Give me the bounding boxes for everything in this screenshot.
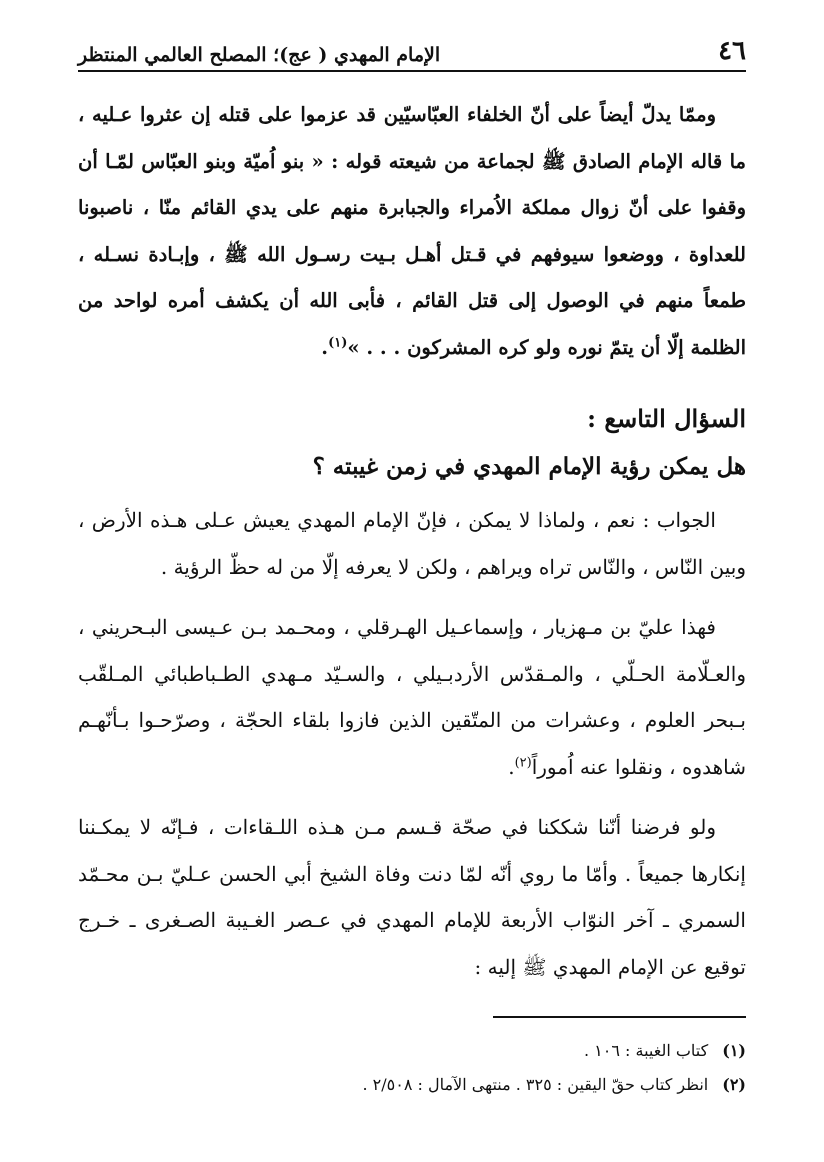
question-heading: هل يمكن رؤية الإمام المهدي في زمن غيبته ؟	[312, 453, 746, 480]
footnotes	[78, 1034, 746, 1102]
paragraph-end-mark: .	[508, 754, 515, 779]
paragraph-quote	[78, 92, 746, 371]
page-body	[78, 92, 746, 990]
footnote-number: (٢)	[722, 1075, 746, 1094]
footnote-ref-2: (٢)	[514, 754, 532, 770]
footnote-text: كتاب الغيبة : ١٠٦ .	[583, 1041, 709, 1060]
footnote-text: انظر كتاب حقّ اليقين : ٣٢٥ . منتهى الآمال : ٢/٥٠٨ .	[362, 1075, 709, 1094]
footnote-ref-1: (١)	[328, 335, 348, 350]
paragraph-witnesses	[78, 604, 746, 790]
footnote-1	[78, 1034, 746, 1068]
footnote-number: (١)	[722, 1041, 746, 1060]
running-title: الإمام المهدي ( عج)؛ المصلح العالمي المنتظر	[78, 44, 441, 66]
paragraph-end-mark: .	[321, 335, 329, 359]
footnote-divider	[493, 1016, 746, 1018]
footnote-2	[78, 1068, 746, 1102]
paragraph-witnesses-text: فهذا عليّ بن مـهزيار ، وإسماعـيل الهـرقلي ، ومحـمد بـن عـيسى البـحريني ، والعـلّامة الحـلّي ، والمـقدّس الأردبـيلي ، والسـيّد مـهدي الطـباطبائي المـلقّب بـبحر العلوم ، وعشرات من المتّقين الذين فازوا بلقاء الحجّة ، وصرّحـوا بـأنّهـم شاهدوه ، ونقلوا عنه اُموراً	[78, 615, 746, 779]
section-heading: السؤال التاسع :	[587, 404, 746, 433]
page-header	[78, 30, 746, 72]
paragraph-samari: ولو فرضنا أنّنا شككنا في صحّة قـسم مـن هـذه اللـقاءات ، فـإنّه لا يمكـننا إنكارها جميعاً . وأمّا ما روي أنّه لمّا دنت وفاة الشيخ أبي الحسن عـليّ بـن محـمّد السمري ـ آخر النوّاب الأربعة للإمام المهدي في عـصر الغـيبة الصـغرى ـ خـرج توقيع عن الإمام المهدي ﷺ إليه :	[78, 815, 746, 979]
page-number: ٤٦	[718, 36, 746, 66]
paragraph-quote-text: وممّا يدلّ أيضاً على أنّ الخلفاء العبّاسيّين قد عزموا على قتله إن عثروا عـليه ، ما قاله الإمام الصادق ﷺ لجماعة من شيعته قوله : « بنو اُميّة وبنو العبّاس لمّـا أن وقفوا على أنّ زوال مملكة الاُمراء والجبابرة منهم على يدي القائم منّا ، ناصبونا للعداوة ، ووضعوا سيوفهم في قـتل أهـل بـيت رسـول الله ﷺ ، وإبـادة نسـله ، طمعاً منهم في الوصول إلى قتل القائم ، فأبى الله أن يكشف أمره لواحد من الظلمة إلّا أن يتمّ نوره ولو كره المشركون . . . »	[78, 103, 746, 359]
paragraph-answer: الجواب : نعم ، ولماذا لا يمكن ، فإنّ الإمام المهدي يعيش عـلى هـذه الأرض ، وبين النّاس ، والنّاس تراه ويراهم ، ولكن لا يعرفه إلّا من له حظّ الرؤية .	[78, 508, 746, 579]
